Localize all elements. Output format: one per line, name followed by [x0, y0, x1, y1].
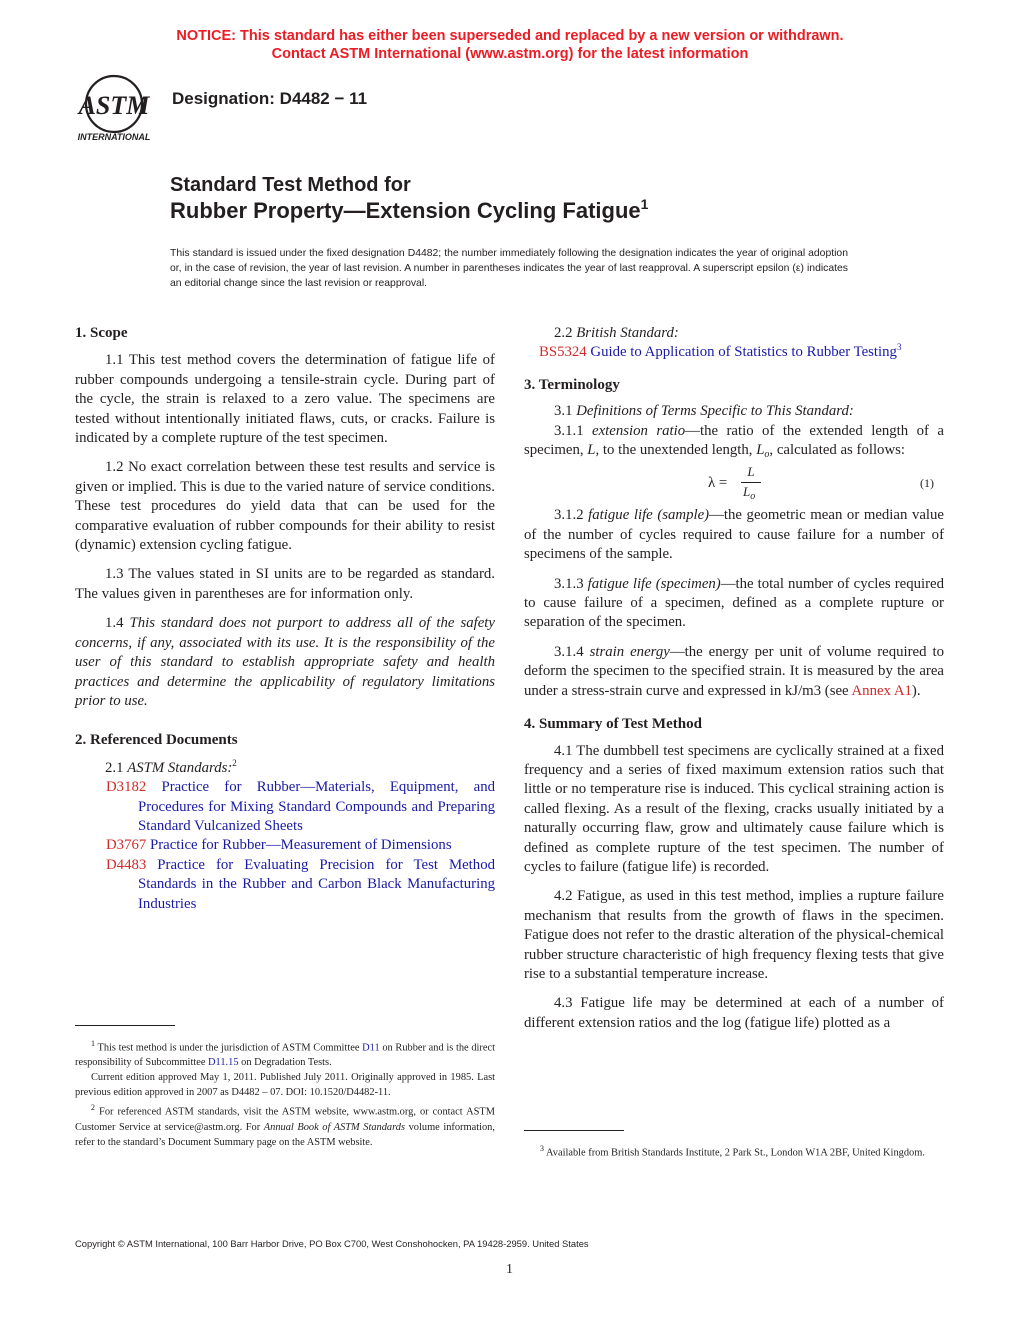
left-column [75, 324, 495, 914]
para-3-1-3-text: —the total number of cycles required to cause failure of a specimen, defined as a complete rupture or separation of the specimen. [524, 575, 945, 631]
ref-d3767-code[interactable]: D3767 [106, 837, 147, 854]
para-3-1-text: Definitions of Terms Specific to This Standard: [576, 403, 854, 420]
title-footnote-mark: 1 [640, 196, 649, 212]
para-3-1-4-text-a: —the energy per unit of volume required to deform the specimen to the specified strain. It is measured by the area under a stress-strain curve and expressed in kJ/m3 (see [524, 643, 944, 699]
symbol-L: L [587, 442, 596, 459]
ref-d3182-title[interactable]: Practice for Rubber—Materials, Equipment, and Procedures for Mixing Standard Compounds and Preparing Standard Vulcanized Sheets [138, 779, 495, 834]
equation-1 [524, 460, 944, 506]
para-3-1-3-number: 3.1.3 [554, 575, 588, 592]
footnote-2-text-a: For referenced ASTM standards, visit the ASTM website, www.astm.org, or contact ASTM Customer Service at service@astm.org. For [75, 1106, 495, 1133]
ref-d3767-title[interactable]: Practice for Rubber—Measurement of Dimensions [146, 837, 452, 854]
para-3-1-1 [524, 422, 944, 461]
para-3-1 [524, 402, 944, 421]
para-2-1-text: ASTM Standards: [127, 759, 233, 776]
astm-logo-text: ASTM [78, 91, 150, 120]
para-1-4-number: 1.4 [105, 615, 130, 632]
footnote-2 [75, 1100, 495, 1149]
para-2-1-footnote-mark: 2 [232, 757, 237, 768]
ref-d4483-title[interactable]: Practice for Evaluating Precision for Test Method Standards in the Rubber and Carbon Black Manufacturing Industries [138, 856, 495, 912]
para-1-4-text: This standard does not purport to address all of the safety concerns, if any, associated with its use. It is the responsibility of the user of this standard to establish appropriate safety and health practices and determine the applicability of regulatory limitations prior to use. [75, 615, 495, 709]
para-3-1-4 [524, 643, 944, 701]
footnote-1-edition: Current edition approved May 1, 2011. Published July 2011. Originally approved in 1985. Last previous edition approved in 2007 as D4482 – 07. DOI: 10.1520/D4482-11. [75, 1072, 495, 1099]
ref-d3767 [75, 836, 495, 855]
equation-denominator [743, 482, 755, 501]
para-3-1-1-term: extension ratio [592, 422, 686, 439]
ref-d3182-code[interactable]: D3182 [106, 779, 147, 796]
section-2-heading: 2. Referenced Documents [75, 732, 238, 749]
para-3-1-3-term: fatigue life (specimen) [587, 575, 721, 592]
para-3-1-2-text: —the geometric mean or median value of the number of cycles required to cause failure for a number of specimens of the sample. [524, 507, 944, 563]
footnote-3-mark: 3 [540, 1144, 544, 1153]
para-3-1-4-term: strain energy [589, 643, 670, 660]
title-text: Rubber Property—Extension Cycling Fatigue [170, 198, 641, 223]
ref-d4483-code[interactable]: D4483 [106, 856, 147, 873]
notice-line-1: NOTICE: This standard has either been superseded and replaced by a new version or withdrawn. [176, 28, 844, 44]
withdrawal-notice [0, 27, 1020, 63]
right-column [524, 324, 944, 1033]
para-2-1-number: 2.1 [105, 759, 128, 776]
notice-line-2: Contact ASTM International (www.astm.org) for the latest information [271, 46, 749, 62]
para-3-1-1-text-c: , calculated as follows: [769, 442, 906, 459]
right-footnotes [524, 1141, 942, 1160]
section-3-heading: 3. Terminology [524, 376, 620, 393]
footnote-3-text: Available from British Standards Institute, 2 Park St., London W1A 2BF, United Kingdom. [544, 1147, 925, 1159]
footnote-rule-right [524, 1130, 624, 1131]
para-4-3: 4.3 Fatigue life may be determined at each of a number of different extension ratios and the log (fatigue life) plotted as a [524, 995, 944, 1031]
ref-d3182 [75, 778, 495, 836]
para-3-1-4-number: 3.1.4 [554, 643, 590, 660]
designation: Designation: D4482 − 11 [172, 89, 368, 108]
para-3-1-3 [524, 575, 944, 633]
footnote-1-link-d11[interactable]: D11 [362, 1042, 380, 1054]
para-2-2-text: British Standard: [576, 325, 679, 341]
annex-a1-link[interactable]: Annex A1 [851, 682, 912, 699]
para-1-1: 1.1 This test method covers the determination of fatigue life of rubber compounds undergoing a tensile-strain cycle. During part of the cycle, the strain is relaxed to a zero value. The specimens are tested without intentionally initiated flaws, cuts, or cracks. Failure is indicated by a complete rupture of the test specimen. [75, 352, 495, 447]
para-3-1-4-text-b: ). [911, 682, 921, 699]
footnote-1-link-d1115[interactable]: D11.15 [208, 1057, 239, 1069]
page-number: 1 [506, 1262, 513, 1277]
title-line-1: Standard Test Method for [170, 174, 411, 196]
footnote-1-text-c: on Degradation Tests. [238, 1057, 332, 1069]
footnote-1 [75, 1036, 495, 1070]
ref-bs5324-title[interactable]: Guide to Application of Statistics to Rubber Testing [586, 344, 897, 361]
equation-lhs: λ = [708, 475, 728, 492]
equation-numerator: L [747, 464, 755, 480]
footnote-1-mark: 1 [91, 1039, 95, 1048]
ref-bs5324-code[interactable]: BS5324 [539, 344, 587, 361]
astm-logo-subtext: INTERNATIONAL [77, 132, 151, 142]
equation-denominator-L: L [743, 484, 751, 500]
para-2-2 [524, 324, 944, 343]
footnote-1-text-b: on Rubber and is the direct responsibility of Subcommittee [75, 1042, 495, 1069]
para-3-1-1-number: 3.1.1 [554, 422, 593, 439]
para-1-4 [75, 614, 495, 711]
footnote-2-italic: Annual Book of ASTM Standards [263, 1121, 406, 1133]
issued-note: This standard is issued under the fixed designation D4482; the number immediately following the designation indicates the year of original adoption or, in the case of revision, the year of last revision. A number in parentheses indicates the year of last reapproval. A superscript epsilon (ε) indicates an editorial change since the last revision or reapproval. [170, 248, 848, 289]
footnote-2-mark: 2 [91, 1103, 95, 1113]
astm-logo [66, 70, 166, 146]
para-3-1-1-text-b: , to the unextended length, [595, 442, 757, 459]
section-1-heading: 1. Scope [75, 325, 128, 341]
para-1-2: 1.2 No exact correlation between these test results and service is given or implied. This is due to the varied nature of service conditions. These test procedures do yield data that can be used for the comparative evaluation of rubber compounds for their ability to resist (dynamic) extension cycling fatigue. [75, 459, 495, 554]
ref-bs5324 [524, 343, 944, 362]
left-footnotes [75, 1036, 495, 1150]
para-4-1: 4.1 The dumbbell test specimens are cyclically strained at a fixed frequency and a series of fixed maximum extension ratios such that little or no temperature rise is induced. This cyclical straining action is called flexing. As a result of the flexing, cracks usually initiated by a naturally occurring flaw, grow and ultimately cause failure which is defined as complete rupture of the test specimen. The number of cycles to failure (fatigue life) is recorded. [524, 742, 944, 875]
footnote-2-text-b: volume information, refer to the standard’s Document Summary page on the ASTM website. [75, 1121, 495, 1148]
ref-d4483 [75, 856, 495, 914]
equation-label: (1) [920, 476, 934, 491]
para-1-3: 1.3 The values stated in SI units are to be regarded as standard. The values given in parentheses are for information only. [75, 566, 495, 602]
equation-denominator-subscript: o [750, 491, 756, 503]
para-3-1-number: 3.1 [554, 403, 577, 420]
symbol-Lo: L [756, 442, 765, 459]
para-3-1-2-term: fatigue life (sample) [588, 507, 710, 524]
footnote-1-text-a: This test method is under the jurisdiction of ASTM Committee [95, 1042, 363, 1054]
para-3-1-2-number: 3.1.2 [554, 507, 589, 524]
footnote-3 [524, 1141, 942, 1160]
para-2-2-number: 2.2 [554, 325, 577, 341]
para-2-1 [75, 759, 495, 778]
ref-bs5324-footnote-mark: 3 [896, 342, 902, 353]
section-4-heading: 4. Summary of Test Method [524, 716, 702, 733]
para-3-1-1-text-a: —the ratio of the extended length of a specimen, [524, 422, 944, 459]
title-line-2 [170, 198, 648, 224]
copyright: Copyright © ASTM International, 100 Barr Harbor Drive, PO Box C700, West Conshohocken, PA 19428-2959. United States [75, 1238, 589, 1249]
footnote-rule-left [75, 1025, 175, 1026]
para-4-2: 4.2 Fatigue, as used in this test method, implies a rupture failure mechanism that results from the growth of flaws in the specimen. Fatigue does not refer to the drastic alteration of the physical-chemical rubber structure characteristic of high frequency flexing tests that give rise to a substantial temperature increase. [524, 888, 944, 982]
symbol-Lo-subscript: o [764, 449, 770, 461]
para-3-1-2 [524, 506, 944, 564]
